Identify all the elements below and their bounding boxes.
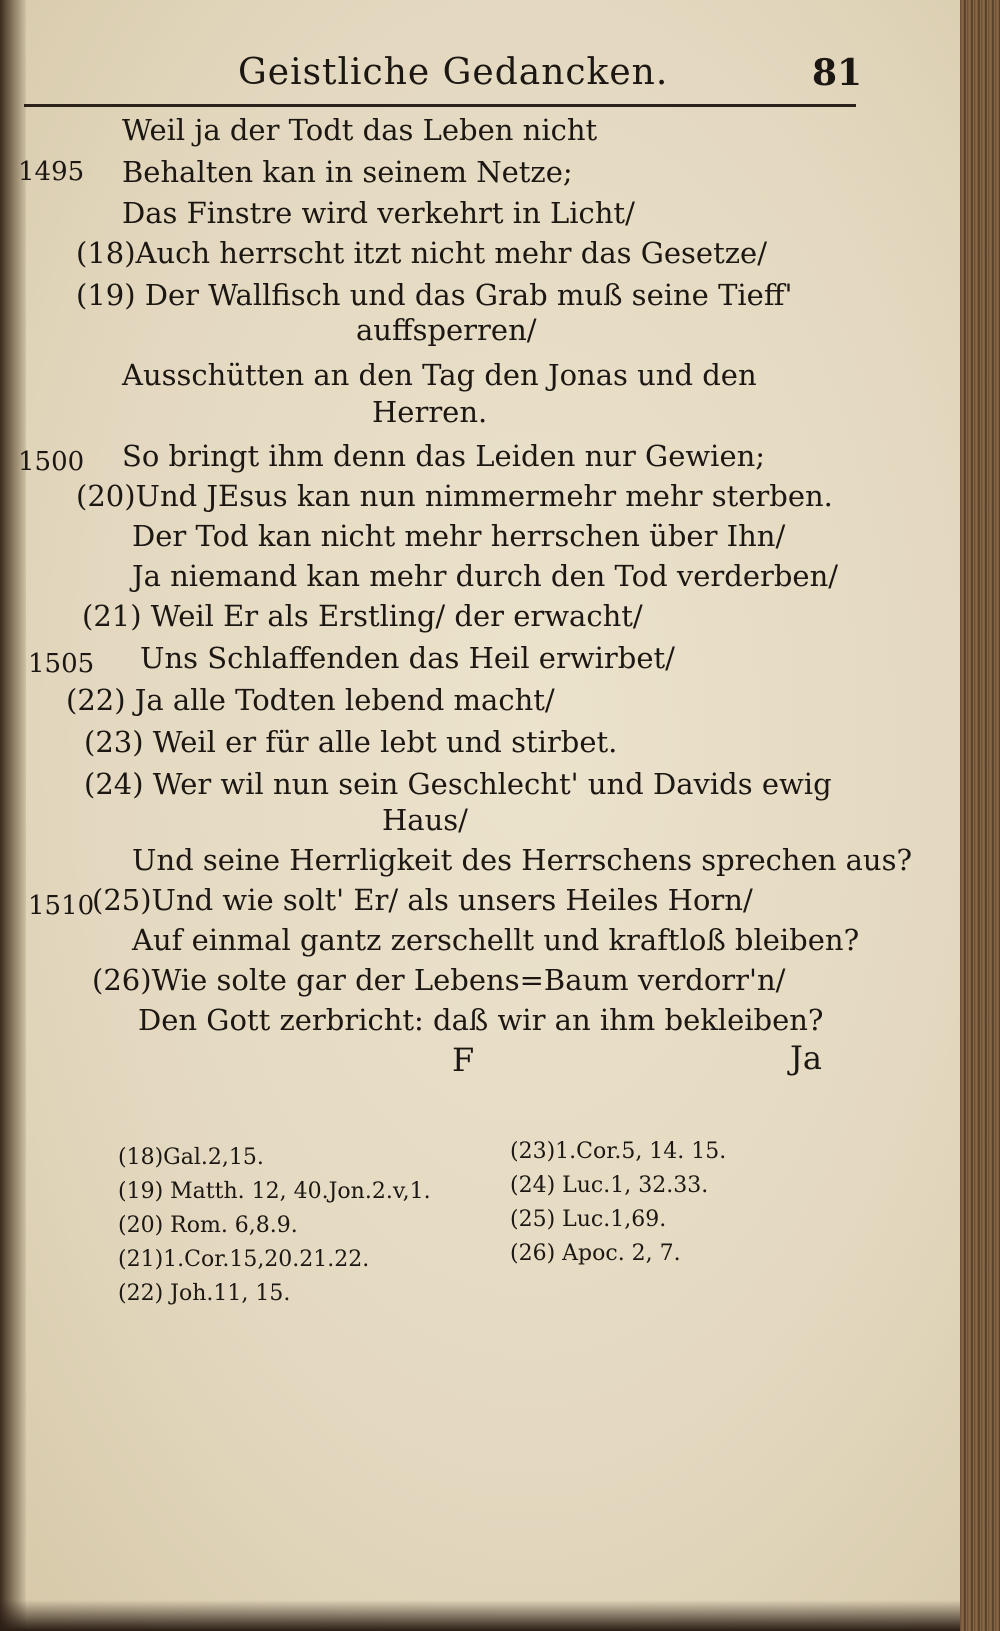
verse-line: (21) Weil Er als Erstling/ der erwacht/ (82, 599, 643, 633)
verse-line: Und seine Herrligkeit des Herrschens sprechen aus? (132, 843, 913, 877)
verse-line: Weil ja der Todt das Leben nicht (122, 113, 598, 147)
verse-line: So bringt ihm denn das Leiden nur Gewien; (122, 439, 766, 473)
footnote-reference: (25) Luc.1,69. (510, 1207, 667, 1232)
page-number: 81 (812, 52, 863, 94)
verse-line: Ausschütten an den Tag den Jonas und den (122, 358, 757, 392)
line-number: 1500 (18, 447, 85, 477)
verse-line: Das Finstre wird verkehrt in Licht/ (122, 196, 635, 230)
signature-mark: F (452, 1041, 475, 1079)
verse-line: (19) Der Wallfisch und das Grab muß seine Tieff' (76, 278, 793, 312)
line-number: 1495 (18, 157, 85, 187)
verse-line-continuation: auffsperren/ (356, 313, 537, 347)
footnote-reference: (26) Apoc. 2, 7. (510, 1241, 681, 1266)
footnote-reference: (22) Joh.11, 15. (118, 1281, 291, 1306)
verse-line: Uns Schlaffenden das Heil erwirbet/ (140, 641, 675, 675)
footnote-reference: (23)1.Cor.5, 14. 15. (510, 1139, 727, 1164)
verse-line-continuation: Haus/ (382, 803, 468, 837)
page-bottom-shadow (0, 1600, 960, 1631)
book-spine-shadow (0, 0, 26, 1631)
verse-line: (25)Und wie solt' Er/ als unsers Heiles Horn/ (92, 883, 753, 917)
footnote-reference: (20) Rom. 6,8.9. (118, 1213, 298, 1238)
verse-line: Der Tod kan nicht mehr herrschen über Ihn/ (132, 519, 786, 553)
footnote-reference: (19) Matth. 12, 40.Jon.2.v,1. (118, 1179, 431, 1204)
line-number: 1510 (28, 891, 95, 921)
verse-line: (20)Und JEsus kan nun nimmermehr mehr sterben. (76, 479, 833, 513)
verse-line: (24) Wer wil nun sein Geschlecht' und Davids ewig (84, 767, 832, 801)
verse-line: Behalten kan in seinem Netze; (122, 155, 573, 189)
verse-line: (23) Weil er für alle lebt und stirbet. (84, 725, 618, 759)
book-page-edges (960, 0, 1000, 1631)
catchword: Ja (790, 1039, 822, 1077)
verse-line: Auf einmal gantz zerschellt und kraftloß bleiben? (132, 923, 860, 957)
line-number: 1505 (28, 649, 95, 679)
footnote-reference: (24) Luc.1, 32.33. (510, 1173, 709, 1198)
verse-line-continuation: Herren. (372, 395, 488, 429)
verse-line: (26)Wie solte gar der Lebens=Baum verdorr'n/ (92, 963, 786, 997)
verse-line: (18)Auch herrscht itzt nicht mehr das Gesetze/ (76, 236, 767, 270)
verse-line: Den Gott zerbricht: daß wir an ihm bekleiben? (138, 1003, 824, 1037)
header-rule (24, 104, 856, 107)
running-header-title: Geistliche Gedancken. (238, 52, 669, 93)
verse-line: (22) Ja alle Todten lebend macht/ (66, 683, 555, 717)
footnote-reference: (18)Gal.2,15. (118, 1145, 264, 1170)
footnote-reference: (21)1.Cor.15,20.21.22. (118, 1247, 370, 1272)
verse-line: Ja niemand kan mehr durch den Tod verderben/ (132, 559, 839, 593)
